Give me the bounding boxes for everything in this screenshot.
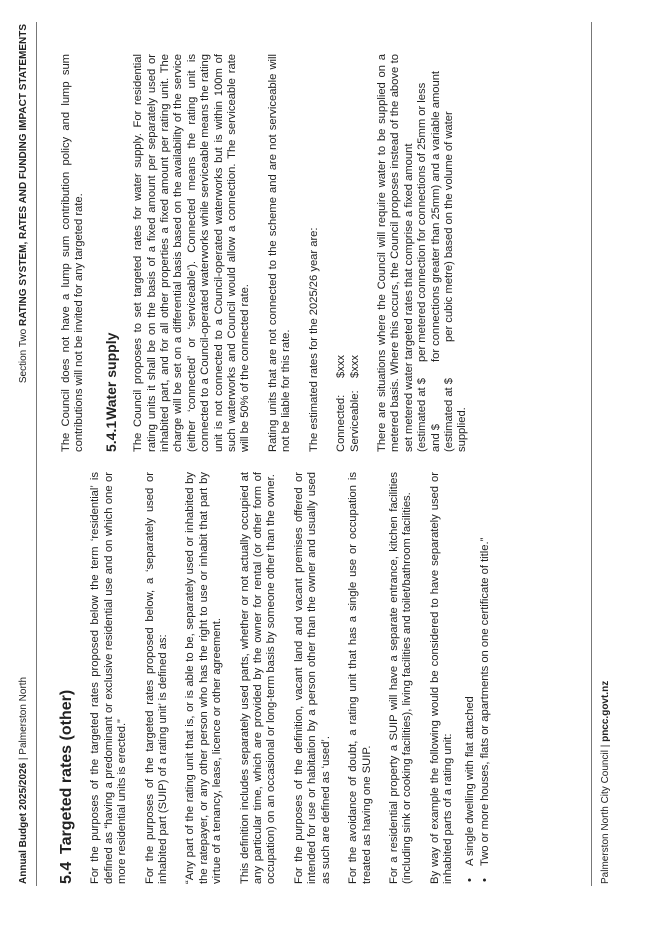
subsection-number: 5.4.1 (102, 420, 119, 452)
metered-water-description: There are situations where the Council will require water to be supplied on a metered basis. Where this occurs, the Council proposes instead of the above to set metered water targeted rates that comprise a fixed amount (375, 54, 415, 452)
list-item: • A single dwelling with flat attached (464, 472, 477, 884)
fill-prefix: (estimated at $ (442, 378, 455, 452)
fill-suffix: per metered connection for connections of 25mm or less (416, 82, 429, 362)
rate-row-serviceable (349, 54, 362, 452)
list-item: • Two or more houses, flats or apartments on one certificate of title.” (479, 472, 492, 884)
examples-list (464, 472, 493, 884)
section-number: 5.4 (58, 861, 75, 884)
vacant-land-definition: For the purposes of the definition, vacant land and vacant premises offered or intended for use or habitation by a person other than the owner and usually used as such are defined as ‘used’. (292, 472, 332, 884)
rate-value: $xxx (348, 354, 361, 378)
fill-suffix: per cubic metre) based on the volume of water (442, 111, 455, 342)
subsection-title: Water supply (102, 332, 119, 420)
examples-intro: By way of example the following would be considered to have separately used or inhabited parts of a rating unit: (428, 472, 455, 884)
left-column (60, 472, 494, 884)
rate-label: Serviceable: (348, 390, 361, 452)
header-section-prefix: Section Two (18, 326, 29, 384)
residential-definition: For the purposes of the targeted rates proposed below the term ‘residential’ is defined as “having a predominant or exclusive residential use and on which one or more residential units is erected.” (89, 472, 129, 884)
suip-intro: For the purposes of the targeted rates proposed below, a ‘separately used or inhabited part (SUIP) of a rating unit’ is defined as: (143, 472, 170, 884)
section-title: Targeted rates (other) (58, 689, 75, 854)
section-heading (60, 472, 73, 884)
estimated-rates-intro: The estimated rates for the 2025/26 year are: (307, 227, 320, 452)
header-city: Palmerston North (18, 676, 29, 755)
subsection-heading (102, 54, 119, 452)
single-use-clarification: For the avoidance of doubt, a rating unit that has a single use or occupation is treated as having one SUIP. (347, 472, 373, 884)
rates-table (335, 54, 362, 452)
lump-sum-policy: The Council does not have a lump sum contribution policy and lump sum contributions will not be invited for any targeted rate. (60, 54, 86, 452)
footer-website-link[interactable]: pncc.govt.nz (600, 680, 611, 742)
footer-separator: | (600, 741, 611, 751)
header-separator: | (18, 754, 29, 763)
rate-row-connected (335, 54, 348, 452)
metered-variable-amount-line (443, 54, 456, 452)
suip-definition-quote: “Any part of the rating unit that is, or is able to be, separately used or inhabited by the ratepayer, or any other person who has the right to use or inhabit that part by virtue of a tenancy, lease, licence or other agreement. (184, 472, 224, 884)
header-budget-title: Annual Budget 2025/2026 (18, 762, 29, 884)
metered-fixed-amount-line (416, 54, 429, 452)
rate-label: Connected: (335, 394, 348, 452)
fill-prefix: and $ (429, 424, 442, 452)
metered-closing-line: supplied. (456, 407, 469, 452)
fill-suffix: for connections greater than 25mm) and a variable amount (429, 70, 442, 362)
not-liable-note: Rating units that are not connected to the scheme and are not serviceable will not be liable for this rate. (266, 54, 293, 452)
water-supply-description: The Council proposes to set targeted rates for water supply. For residential rating units it shall be on the basis of a fixed amount per separately used or inhabited part, and for all other properties a fixed amount per rating unit. The charge will be set on a differential basis based on the availability of the service (either ‘connected’ or ‘serviceable’). Connected means the rating unit is connected to a Council-operated waterworks while serviceable means the rating unit is not connected to a Council-operated waterworks but is within 100m of such waterworks and Council would allow a connection. The serviceable rate will be 50% of the connected rate. (132, 54, 252, 452)
rate-value: $xxx (335, 354, 348, 378)
running-header-left (18, 677, 29, 884)
metered-large-connection-line (430, 54, 443, 452)
footer-council: Palmerston North City Council (600, 750, 611, 884)
suip-inclusion: This definition includes separately used parts, whether or not actually occupied at any particular time, which are provided by the owner for rental (or other form of occupation) on an occasional or long-term basis by someone other than the owner. (238, 472, 278, 884)
right-column (60, 54, 470, 452)
header-rule (36, 22, 37, 886)
header-section-title: RATING SYSTEM, RATES AND FUNDING IMPACT STATEMENTS (18, 24, 29, 327)
footer-rule (591, 22, 592, 886)
fill-prefix: (estimated at $ (416, 378, 429, 452)
page-footer (600, 681, 611, 884)
running-header-right (18, 24, 29, 383)
residential-suip-criteria: For a residential property a SUIP will have a separate entrance, kitchen facilities (including sink or cooking facilities), living facilities and toilet/bathroom facilities. (387, 472, 414, 884)
